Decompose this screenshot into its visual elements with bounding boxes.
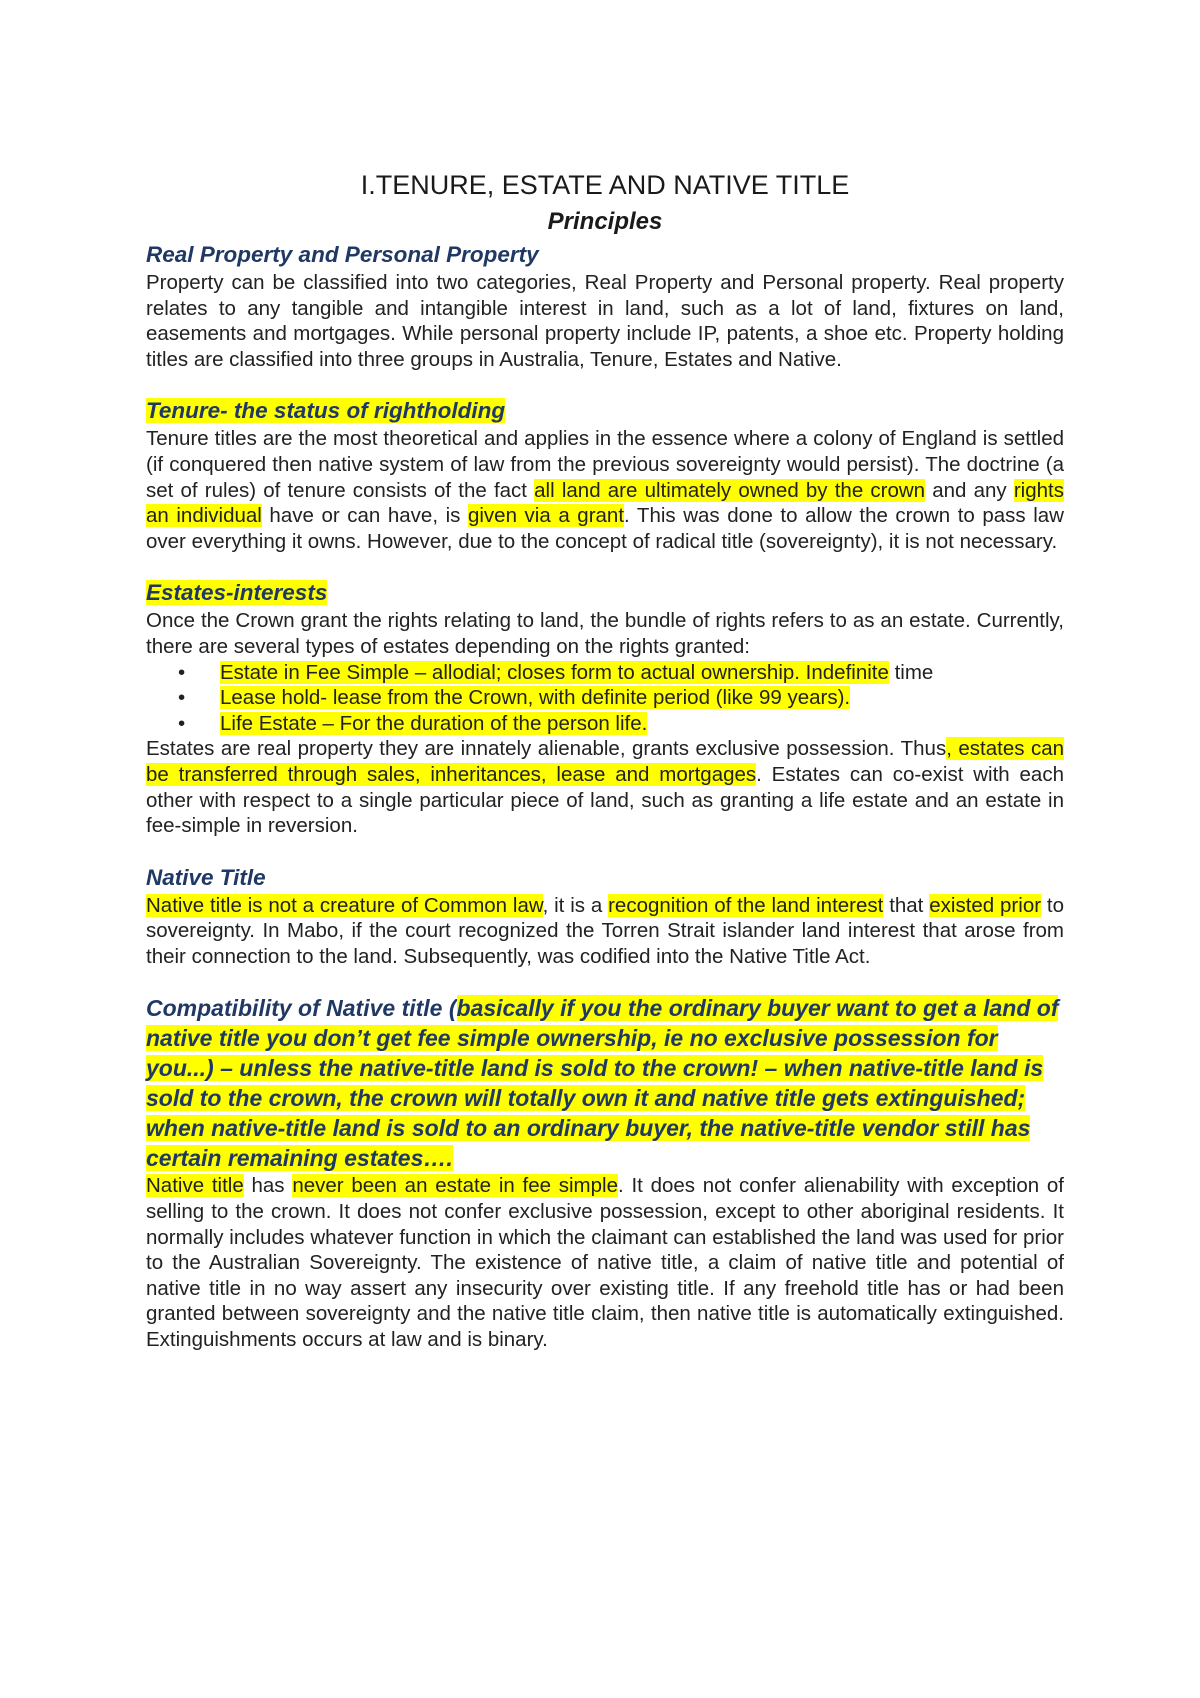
tenure-highlight-2: rights an individual bbox=[146, 478, 1064, 528]
tenure-highlight-3: given via a grant bbox=[467, 504, 625, 528]
document-page bbox=[146, 168, 1064, 1353]
compatibility-highlight-2: never been an estate in fee simple bbox=[292, 1174, 618, 1198]
estates-text-2: . Estates can co-exist with each other with respect to a single particular piece of land, such as granting a life estate and an estate in fee-simple in reversion. bbox=[146, 762, 1064, 838]
native-title-highlight-1: Native title is not a creature of Common law bbox=[146, 893, 543, 917]
native-title-text-1: , it is a bbox=[542, 893, 609, 917]
native-title-highlight-2: recognition of the land interest bbox=[608, 893, 884, 917]
tenure-text-3: have or can have, is bbox=[261, 504, 468, 528]
tenure-text-2: and any bbox=[925, 478, 1014, 502]
section-heading-real-property: Real Property and Personal Property bbox=[146, 242, 539, 267]
native-title-highlight-3: existed prior bbox=[929, 893, 1042, 917]
compatibility-highlight-1: Native title bbox=[146, 1174, 244, 1198]
section-body-compatibility bbox=[146, 1173, 1064, 1352]
section-body-estates bbox=[146, 736, 1064, 838]
list-item-highlight: Life Estate – For the duration of the person life. bbox=[220, 711, 648, 735]
compatibility-text-2: . It does not confer alienability with exception of selling to the crown. It does not confer exclusive possession, except to other aboriginal residents. It normally includes whatever function in which the claimant can established the land was used for prior to the Australian Sovereignty. The existence of native title, a claim of native title and potential of native title in no way assert any insecurity over existing title. If any freehold title has or had been granted between sovereignty and the native title claim, then native title is automatically extinguished. Extinguishments occurs at law and is binary. bbox=[146, 1174, 1064, 1352]
compatibility-heading-highlight: basically if you the ordinary buyer want to get a land of native title you don’t get fee simple ownership, ie no exclusive possession for you...) – unless the native-title land is sold to the crown! – when native-title land is sold to the crown, the crown will totally own it and native title gets extinguished; when native-title land is sold to an ordinary buyer, the native-title vendor still has certain remaining estates…. bbox=[146, 995, 1059, 1172]
tenure-text-1: Tenure titles are the most theoretical and applies in the essence where a colony of England is settled (if conquered then native system of law from the previous sovereignty would persist). The doctrine (a set of rules) of tenure consists of the fact bbox=[146, 427, 1064, 502]
estates-highlight-1: , estates can be transferred through sales, inheritances, lease and mortgages bbox=[146, 737, 1065, 786]
document-title: I.TENURE, ESTATE AND NATIVE TITLE bbox=[360, 170, 850, 200]
native-title-text-3: to sovereignty. In Mabo, if the court recognized the Torren Strait islander land interest that arose from their connection to the land. Subsequently, was codified into the Native Title Act. bbox=[146, 893, 1064, 968]
section-body-native-title bbox=[146, 893, 1064, 970]
section-heading-estates bbox=[146, 578, 1064, 608]
estates-list bbox=[146, 660, 1064, 737]
section-body-real-property: Property can be classified into two categories, Real Property and Personal property. Real property relates to any tangible and intangible interest in land, such as a lot of land, fixtures on land, easements and mortgages. While personal property include IP, patents, a shoe etc. Property holding titles are classified into three groups in Australia, Tenure, Estates and Native. bbox=[146, 271, 1064, 371]
estates-intro: Once the Crown grant the rights relating to land, the bundle of rights refers to as an estate. Currently, there are several types of estates depending on the rights granted: bbox=[146, 609, 1064, 658]
list-item bbox=[146, 685, 1064, 711]
tenure-highlight-1: all land are ultimately owned by the crown bbox=[534, 478, 926, 502]
section-heading-compatibility bbox=[146, 993, 1064, 1173]
list-item bbox=[146, 711, 1064, 737]
bullet-icon: • bbox=[178, 660, 186, 684]
tenure-heading-highlight: Tenure- the status of rightholding bbox=[146, 398, 506, 424]
bullet-icon: • bbox=[178, 711, 186, 735]
section-heading-native-title: Native Title bbox=[146, 864, 266, 890]
section-body-tenure bbox=[146, 426, 1064, 554]
estates-text-1: Estates are real property they are innately alienable, grants exclusive possession. Thus bbox=[146, 737, 947, 761]
list-item-text: time bbox=[888, 660, 934, 684]
compatibility-text-1: has bbox=[243, 1174, 293, 1198]
estates-heading-highlight: Estates-interests bbox=[146, 580, 328, 606]
list-item bbox=[146, 660, 1064, 686]
section-heading-tenure bbox=[146, 396, 1064, 426]
compatibility-heading-text: Compatibility of Native title ( bbox=[146, 995, 457, 1022]
list-item-highlight: Estate in Fee Simple – allodial; closes form to actual ownership. Indefinite bbox=[220, 660, 889, 684]
document-subtitle: Principles bbox=[547, 208, 663, 235]
native-title-text-2: that bbox=[883, 893, 930, 917]
list-item-highlight: Lease hold- lease from the Crown, with definite period (like 99 years). bbox=[220, 686, 851, 710]
bullet-icon: • bbox=[178, 686, 186, 710]
tenure-text-4: . This was done to allow the crown to pass law over everything it owns. However, due to the concept of radical title (sovereignty), it is not necessary. bbox=[146, 504, 1064, 553]
